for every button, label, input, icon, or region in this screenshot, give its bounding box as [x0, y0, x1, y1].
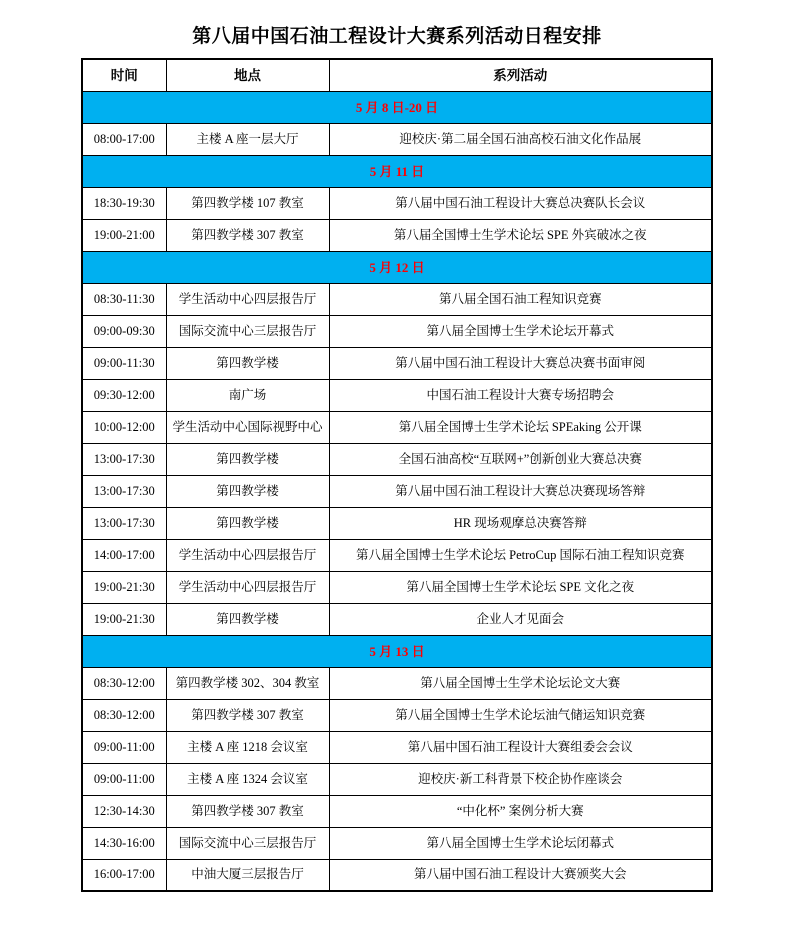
cell-place: 国际交流中心三层报告厅 [166, 827, 329, 859]
cell-activity: 第八届全国博士生学术论坛 SPE 文化之夜 [329, 571, 712, 603]
date-section-label: 5 月 8 日-20 日 [82, 91, 712, 123]
schedule-row [82, 379, 712, 411]
cell-activity: “中化杯” 案例分析大赛 [329, 795, 712, 827]
schedule-row [82, 507, 712, 539]
schedule-row [82, 315, 712, 347]
cell-place: 南广场 [166, 379, 329, 411]
cell-time: 09:30-12:00 [82, 379, 166, 411]
cell-activity: 第八届全国博士生学术论坛 SPE 外宾破冰之夜 [329, 219, 712, 251]
date-section-row [82, 155, 712, 187]
cell-time: 09:00-09:30 [82, 315, 166, 347]
cell-time: 09:00-11:30 [82, 347, 166, 379]
schedule-row [82, 539, 712, 571]
header-row [82, 59, 712, 91]
cell-place: 学生活动中心四层报告厅 [166, 283, 329, 315]
date-section-label: 5 月 12 日 [82, 251, 712, 283]
schedule-row [82, 603, 712, 635]
cell-time: 16:00-17:00 [82, 859, 166, 891]
cell-activity: 迎校庆·第二届全国石油高校石油文化作品展 [329, 123, 712, 155]
schedule-row [82, 859, 712, 891]
cell-place: 第四教学楼 [166, 507, 329, 539]
schedule-row [82, 571, 712, 603]
cell-activity: 企业人才见面会 [329, 603, 712, 635]
cell-place: 第四教学楼 107 教室 [166, 187, 329, 219]
schedule-row [82, 219, 712, 251]
cell-activity: HR 现场观摩总决赛答辩 [329, 507, 712, 539]
cell-place: 学生活动中心四层报告厅 [166, 571, 329, 603]
cell-place: 学生活动中心四层报告厅 [166, 539, 329, 571]
cell-activity: 中国石油工程设计大赛专场招聘会 [329, 379, 712, 411]
cell-activity: 第八届全国博士生学术论坛 PetroCup 国际石油工程知识竞赛 [329, 539, 712, 571]
cell-place: 主楼 A 座 1218 会议室 [166, 731, 329, 763]
cell-activity: 第八届全国石油工程知识竞赛 [329, 283, 712, 315]
cell-time: 08:00-17:00 [82, 123, 166, 155]
cell-activity: 第八届中国石油工程设计大赛颁奖大会 [329, 859, 712, 891]
cell-place: 第四教学楼 [166, 347, 329, 379]
cell-time: 18:30-19:30 [82, 187, 166, 219]
cell-activity: 第八届中国石油工程设计大赛总决赛队长会议 [329, 187, 712, 219]
date-section-label: 5 月 11 日 [82, 155, 712, 187]
cell-time: 19:00-21:30 [82, 571, 166, 603]
cell-time: 09:00-11:00 [82, 763, 166, 795]
cell-activity: 迎校庆·新工科背景下校企协作座谈会 [329, 763, 712, 795]
cell-time: 13:00-17:30 [82, 443, 166, 475]
schedule-table-body [82, 91, 712, 891]
date-section-row [82, 251, 712, 283]
schedule-row [82, 763, 712, 795]
schedule-table [81, 58, 713, 892]
cell-time: 19:00-21:30 [82, 603, 166, 635]
cell-activity: 第八届全国博士生学术论坛论文大赛 [329, 667, 712, 699]
schedule-row [82, 283, 712, 315]
cell-activity: 第八届全国博士生学术论坛 SPEaking 公开课 [329, 411, 712, 443]
date-section-label: 5 月 13 日 [82, 635, 712, 667]
schedule-row [82, 187, 712, 219]
schedule-row [82, 667, 712, 699]
schedule-row [82, 731, 712, 763]
schedule-row [82, 699, 712, 731]
cell-place: 第四教学楼 302、304 教室 [166, 667, 329, 699]
schedule-row [82, 123, 712, 155]
column-header-activity: 系列活动 [329, 59, 712, 91]
cell-time: 08:30-12:00 [82, 699, 166, 731]
cell-time: 08:30-11:30 [82, 283, 166, 315]
schedule-row [82, 411, 712, 443]
schedule-row [82, 443, 712, 475]
cell-place: 第四教学楼 [166, 443, 329, 475]
schedule-row [82, 827, 712, 859]
cell-time: 13:00-17:30 [82, 475, 166, 507]
cell-place: 主楼 A 座 1324 会议室 [166, 763, 329, 795]
cell-activity: 第八届中国石油工程设计大赛组委会会议 [329, 731, 712, 763]
schedule-row [82, 475, 712, 507]
schedule-row [82, 347, 712, 379]
date-section-row [82, 91, 712, 123]
cell-activity: 第八届中国石油工程设计大赛总决赛书面审阅 [329, 347, 712, 379]
cell-activity: 第八届中国石油工程设计大赛总决赛现场答辩 [329, 475, 712, 507]
schedule-row [82, 795, 712, 827]
cell-time: 13:00-17:30 [82, 507, 166, 539]
column-header-place: 地点 [166, 59, 329, 91]
cell-place: 国际交流中心三层报告厅 [166, 315, 329, 347]
cell-time: 09:00-11:00 [82, 731, 166, 763]
cell-place: 第四教学楼 [166, 603, 329, 635]
page-title: 第八届中国石油工程设计大赛系列活动日程安排 [192, 26, 602, 47]
cell-activity: 第八届全国博士生学术论坛开幕式 [329, 315, 712, 347]
cell-activity: 第八届全国博士生学术论坛油气储运知识竞赛 [329, 699, 712, 731]
cell-time: 19:00-21:00 [82, 219, 166, 251]
cell-place: 学生活动中心国际视野中心 [166, 411, 329, 443]
cell-time: 10:00-12:00 [82, 411, 166, 443]
cell-time: 14:00-17:00 [82, 539, 166, 571]
cell-place: 主楼 A 座一层大厅 [166, 123, 329, 155]
cell-time: 14:30-16:00 [82, 827, 166, 859]
cell-place: 第四教学楼 [166, 475, 329, 507]
cell-place: 中油大厦三层报告厅 [166, 859, 329, 891]
cell-activity: 第八届全国博士生学术论坛闭幕式 [329, 827, 712, 859]
cell-time: 08:30-12:00 [82, 667, 166, 699]
cell-time: 12:30-14:30 [82, 795, 166, 827]
cell-activity: 全国石油高校“互联网+”创新创业大赛总决赛 [329, 443, 712, 475]
date-section-row [82, 635, 712, 667]
cell-place: 第四教学楼 307 教室 [166, 699, 329, 731]
cell-place: 第四教学楼 307 教室 [166, 795, 329, 827]
column-header-time: 时间 [82, 59, 166, 91]
cell-place: 第四教学楼 307 教室 [166, 219, 329, 251]
